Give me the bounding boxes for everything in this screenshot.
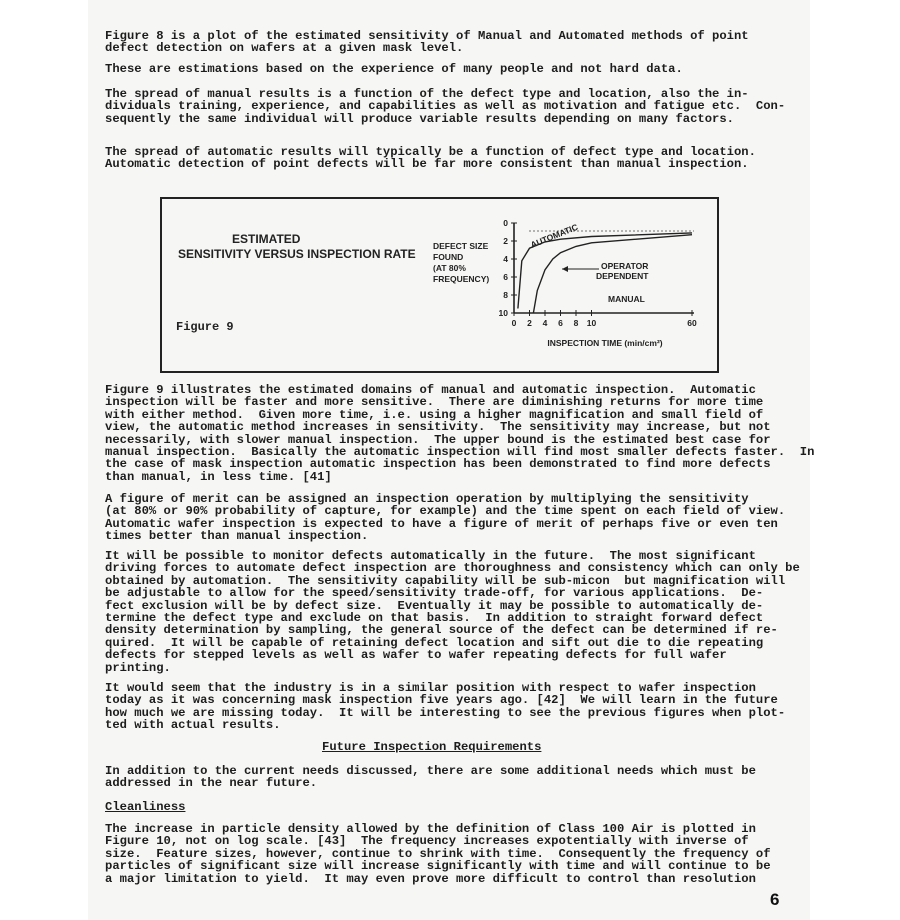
text-line: size. Feature sizes, however, continue to shrink with time. Consequently the frequency of <box>105 846 771 861</box>
paragraph <box>105 681 786 733</box>
y-tick-label: 6 <box>503 272 508 282</box>
text-line: manual inspection. Basically the automatic inspection will find most smaller defects faster. In <box>105 445 815 460</box>
text-line: Automatic wafer inspection is expected to have a figure of merit of perhaps five or even ten <box>105 516 778 531</box>
paragraph <box>105 30 775 55</box>
y-tick-label: 4 <box>503 254 508 264</box>
paragraph <box>105 63 775 75</box>
x-tick-label: 0 <box>511 318 517 328</box>
y-tick-label: 10 <box>498 308 508 318</box>
text-line: fect exclusion will be by defect size. Eventually it may be possible to automatically de- <box>105 598 764 613</box>
text-line: defect detection on wafers at a given mask level. <box>105 41 464 56</box>
text-line: inspection will be faster and more sensitive. There are diminishing returns for more time <box>105 395 764 410</box>
x-tick-label: 4 <box>542 318 548 328</box>
text-line: termine the defect type and exclude on that basis. In addition to straight forward defect <box>105 611 764 626</box>
heading-future-inspection: Future Inspection Requirements <box>322 740 542 754</box>
paragraph <box>105 823 775 885</box>
text-line: density determination by sampling, the general source of the defect can be determined if re- <box>105 623 778 638</box>
y-axis-label-line: FREQUENCY) <box>433 274 490 284</box>
paragraph <box>105 146 775 171</box>
text-line: dividuals training, experience, and capabilities as well as motivation and fatigue etc. Con- <box>105 99 786 114</box>
text-line: sequently the same individual will produce variable results depending on many factors. <box>105 111 734 126</box>
label-manual: MANUAL <box>608 294 645 304</box>
text-line: A figure of merit can be assigned an inspection operation by multiplying the sensitivity <box>105 492 749 506</box>
y-tick-label: 2 <box>503 236 508 246</box>
text-line: with either method. Given more time, i.e. using a higher magnification and small field of <box>105 407 764 422</box>
text-line: It would seem that the industry is in a similar position with respect to wafer inspection <box>105 681 756 695</box>
figure-9-box <box>160 197 719 373</box>
paragraph <box>105 549 800 675</box>
y-axis-label-line: FOUND <box>433 252 464 262</box>
text-line: quired. It will be capable of retaining defect location and sift out die to die repeating <box>105 635 764 650</box>
figure-caption: Figure 9 <box>176 320 234 334</box>
figure-title-line2: SENSITIVITY VERSUS INSPECTION RATE <box>178 247 416 261</box>
text-line: times better than manual inspection. <box>105 529 369 544</box>
page-number: 6 <box>770 890 780 909</box>
text-line: a major limitation to yield. It may even prove more difficult to control than resolution <box>105 871 756 886</box>
text-line: The spread of automatic results will typically be a function of defect type and location. <box>105 145 756 159</box>
x-tick-label: 60 <box>687 318 697 328</box>
figure-title-line1: ESTIMATED <box>232 232 301 246</box>
label-operator: OPERATOR <box>601 261 649 271</box>
paragraph <box>105 383 815 484</box>
y-axis-label-line: (AT 80% <box>433 263 466 273</box>
text-line: defects for stepped levels as well as wafer to wafer repeating defects for full wafer <box>105 648 727 663</box>
text-line: It will be possible to monitor defects automatically in the future. The most significant <box>105 549 756 563</box>
text-line: These are estimations based on the experience of many people and not hard data. <box>105 62 683 76</box>
x-axis-label: INSPECTION TIME (min/cm²) <box>547 338 663 348</box>
x-tick-label: 8 <box>573 318 579 328</box>
text-line: printing. <box>105 660 171 675</box>
x-tick-label: 10 <box>586 318 597 328</box>
x-tick-label: 6 <box>558 318 563 328</box>
heading-cleanliness: Cleanliness <box>105 800 186 814</box>
text-line: Figure 9 illustrates the estimated domains of manual and automatic inspection. Automatic <box>105 383 756 397</box>
text-line: Automatic detection of point defects will be far more consistent than manual inspection. <box>105 157 749 172</box>
paragraph <box>105 492 786 544</box>
y-axis-label-line: DEFECT SIZE <box>433 241 489 251</box>
text-line: In addition to the current needs discussed, there are some additional needs which must be <box>105 764 756 778</box>
x-tick-label: 2 <box>527 318 532 328</box>
text-line: obtained by automation. The sensitivity capability will be sub-micon but magnification will <box>105 573 786 588</box>
text-line: necessarily, with slower manual inspection. The upper bound is the estimated best case for <box>105 432 771 447</box>
text-line: particles of significant size will increase significantly with time and will continue to be <box>105 859 771 874</box>
text-line: Figure 10, not on log scale. [43] The frequency increases expotentially with inverse of <box>105 834 749 849</box>
label-dependent: DEPENDENT <box>596 271 649 281</box>
text-line: than manual, in less time. [41] <box>105 469 332 484</box>
text-line: view, the automatic method increases in sensitivity. The sensitivity may increase, but not <box>105 420 771 435</box>
text-line: ted with actual results. <box>105 718 281 733</box>
label-automatic: AUTOMATIC <box>529 221 580 250</box>
y-tick-label: 8 <box>503 290 508 300</box>
text-line: today as it was concerning mask inspection five years ago. [42] We will learn in the future <box>105 693 778 708</box>
text-line: The spread of manual results is a function of the defect type and location, also the in- <box>105 87 749 101</box>
paragraph <box>105 765 775 790</box>
text-line: Figure 8 is a plot of the estimated sensitivity of Manual and Automated methods of point <box>105 29 749 43</box>
text-line: driving forces to automate defect inspection are thoroughness and consistency which can only be <box>105 561 800 576</box>
y-tick-label: 0 <box>503 218 508 228</box>
paragraph <box>105 87 786 126</box>
text-line: addressed in the near future. <box>105 776 318 791</box>
text-line: the case of mask inspection automatic inspection has been demonstrated to find more defects <box>105 457 771 472</box>
sensitivity-chart <box>162 199 717 371</box>
arrowhead <box>562 266 568 272</box>
text-line: be adjustable to allow for the speed/sensitivity trade-off, for various applications. De- <box>105 586 764 601</box>
text-line: how much we are missing today. It will be interesting to see the previous figures when plot- <box>105 705 786 720</box>
text-line: (at 80% or 90% probability of capture, for example) and the time spent on each field of view. <box>105 504 786 519</box>
text-line: The increase in particle density allowed by the definition of Class 100 Air is plotted in <box>105 822 756 836</box>
